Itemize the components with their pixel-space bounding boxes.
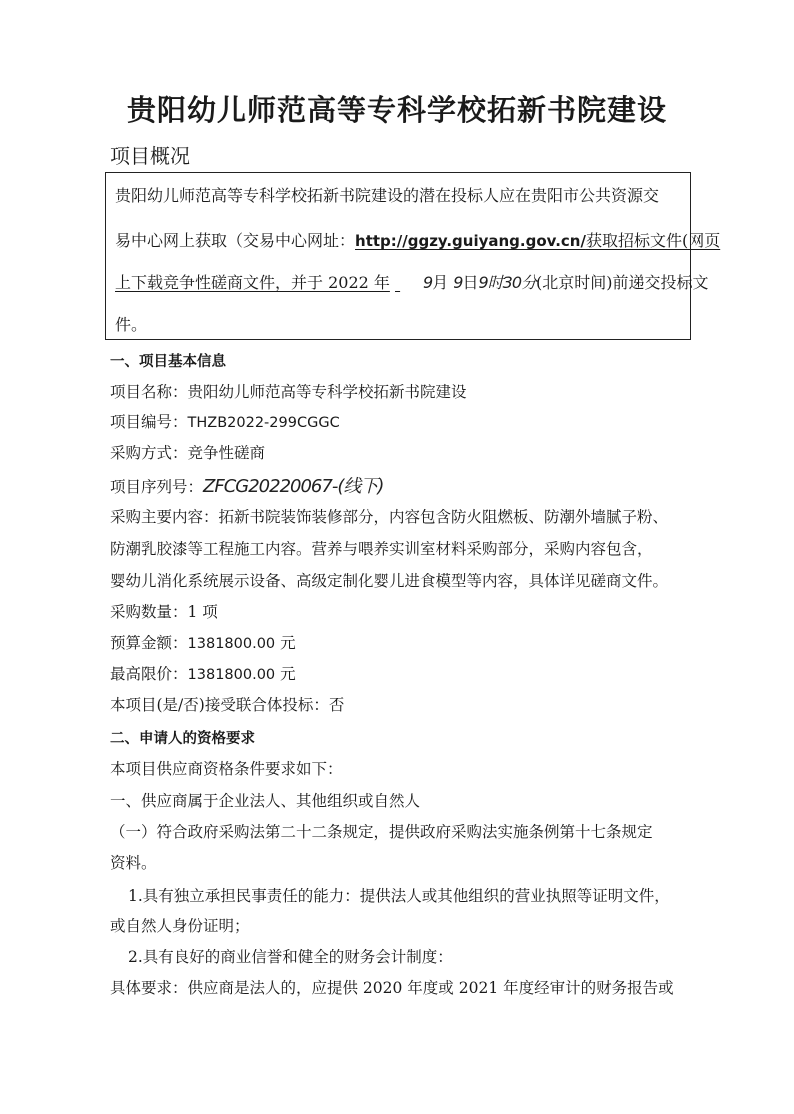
- overview-line-3-suffix: (北京时间)前递交投标文: [536, 273, 709, 292]
- project-name-row: [110, 380, 467, 402]
- budget-label: 预算金额：: [110, 634, 188, 652]
- max-price-unit: 元: [280, 665, 296, 683]
- content-line-2: 防潮乳胶漆等工程施工内容。营养与喂养实训室材料采购部分，采购内容包含，: [110, 540, 653, 558]
- project-code-value: THZB2022-299CGGC: [187, 415, 340, 431]
- budget-unit: 元: [280, 634, 296, 652]
- overview-line-3: [115, 270, 709, 293]
- qualification-intro: 本项目供应商资格条件要求如下：: [110, 760, 343, 778]
- project-serial-value: ZFCG20220067-(线下): [203, 476, 384, 497]
- section2-heading: 二、申请人的资格要求: [110, 731, 255, 747]
- content-line-3: 婴幼儿消化系统展示设备、高级定制化婴儿进食模型等内容，具体详见磋商文件。: [110, 572, 669, 590]
- quantity-value: 1 项: [187, 603, 218, 621]
- project-name-value: 贵阳幼儿师范高等专科学校拓新书院建设: [187, 383, 467, 401]
- budget-row: [110, 631, 296, 653]
- project-serial-label: 项目序列号：: [110, 478, 204, 496]
- procurement-method-label: 采购方式：: [110, 444, 188, 462]
- sub-one-line-1: （一）符合政府采购法第二十二条规定，提供政府采购法实施条例第十七条规定: [110, 823, 653, 841]
- max-price-value: 1381800.00: [187, 667, 276, 683]
- point2-line: 2.具有良好的商业信誉和健全的财务会计制度：: [128, 948, 453, 966]
- consortium-row: 本项目(是/否)接受联合体投标：否: [110, 696, 345, 714]
- qualification-item-one: 一、供应商属于企业法人、其他组织或自然人: [110, 792, 421, 810]
- handwritten-day: 9: [453, 273, 463, 292]
- detail-line-1: 具体要求：供应商是法人的，应提供 2020 年度或 2021 年度经审计的财务报告或: [110, 979, 674, 997]
- overview-line-3-prefix: 上下载竞争性磋商文件，并于 2022 年: [115, 273, 390, 292]
- overview-line-4: 件。: [115, 315, 148, 334]
- sub-one-line-2: 资料。: [110, 854, 157, 872]
- day-char: 日: [462, 273, 479, 292]
- handwritten-month: 9: [423, 273, 433, 292]
- website-link[interactable]: http://ggzy.guiyang.gov.cn/: [355, 232, 586, 250]
- content-line-1: 采购主要内容：拓新书院装饰装修部分，内容包含防火阻燃板、防潮外墙腻子粉、: [110, 508, 669, 526]
- project-serial-row: [110, 472, 383, 498]
- section1-heading: 一、项目基本信息: [110, 354, 226, 370]
- point1-line-1: 1.具有独立承担民事责任的能力：提供法人或其他组织的营业执照等证明文件，: [128, 887, 670, 905]
- document-title: 贵阳幼儿师范高等专科学校拓新书院建设: [126, 93, 667, 127]
- project-code-row: [110, 410, 340, 432]
- max-price-row: [110, 662, 296, 684]
- procurement-method-row: [110, 441, 265, 463]
- quantity-label: 采购数量：: [110, 603, 188, 621]
- month-char: 月: [432, 273, 449, 292]
- max-price-label: 最高限价：: [110, 665, 188, 683]
- overview-line-2-suffix: 获取招标文件(网页: [585, 231, 721, 250]
- overview-heading: 项目概况: [110, 144, 190, 168]
- handwritten-time: 9时30分: [478, 273, 537, 292]
- quantity-row: [110, 600, 218, 622]
- project-name-label: 项目名称：: [110, 383, 188, 401]
- overview-line-2-prefix: 易中心网上获取（交易中心网址：: [115, 231, 356, 250]
- project-code-label: 项目编号：: [110, 413, 188, 431]
- overview-line-2: [115, 228, 720, 251]
- procurement-method-value: 竞争性磋商: [187, 444, 266, 462]
- budget-value: 1381800.00: [187, 636, 276, 652]
- point1-line-2: 或自然人身份证明；: [110, 917, 250, 935]
- overview-line-1: 贵阳幼儿师范高等专科学校拓新书院建设的潜在投标人应在贵阳市公共资源交: [115, 186, 660, 205]
